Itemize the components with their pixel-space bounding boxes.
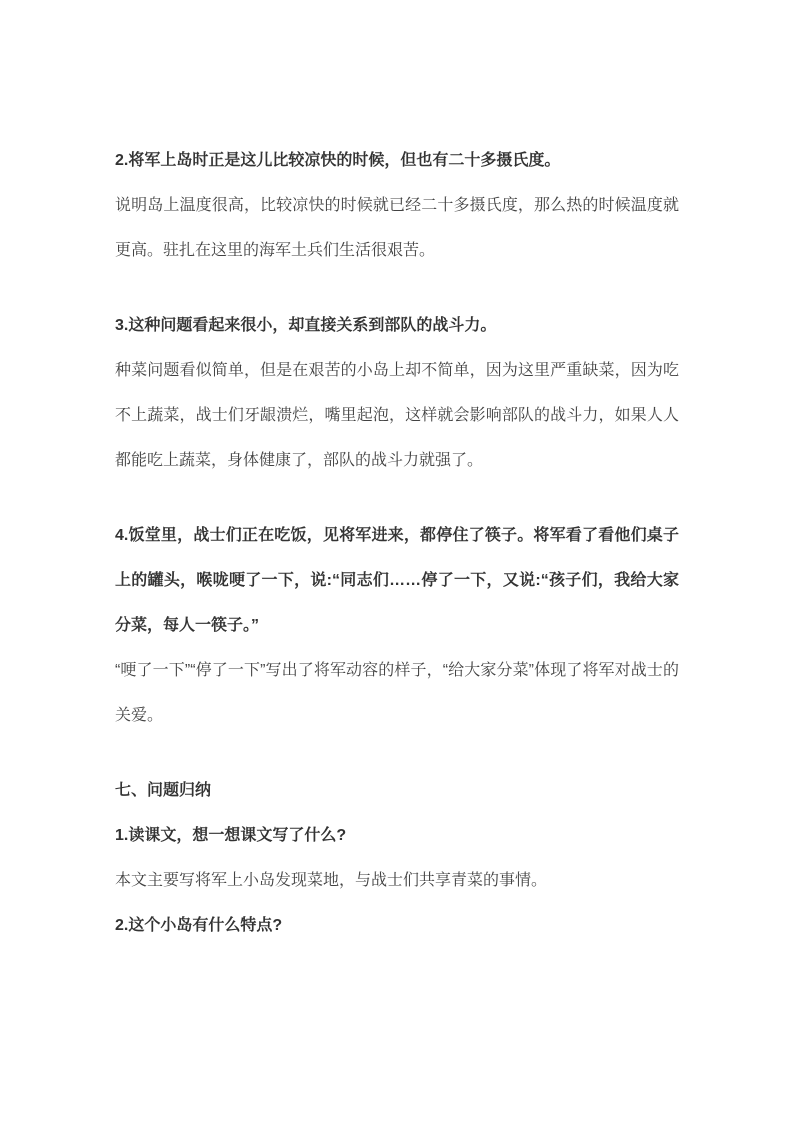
question-1: 1.读课文，想一想课文写了什么? — [115, 827, 347, 844]
answer-1: 本文主要写将军上小岛发现菜地，与战士们共享青菜的事情。 — [115, 872, 548, 889]
analysis-3-body: 种菜问题看似简单，但是在艰苦的小岛上却不简单，因为这里严重缺菜，因为吃不上蔬菜，战士们牙龈溃烂，嘴里起泡，这样就会影响部队的战斗力，如果人人都能吃上蔬菜，身体健康了，部队的战斗力就强了。 — [115, 362, 679, 469]
analysis-4-heading: 4.饭堂里，战士们正在吃饭，见将军进来，都停住了筷子。将军看了看他们桌子上的罐头，喉咙哽了一下，说:“同志们……停了一下，又说:“孩子们，我给大家分菜，每人一筷子。” — [115, 527, 679, 634]
section-question-summary — [115, 768, 679, 948]
analysis-3-heading: 3.这种问题看起来很小，却直接关系到部队的战斗力。 — [115, 317, 497, 334]
section-sentence-analysis-2 — [115, 138, 679, 273]
section-sentence-analysis-3 — [115, 303, 679, 483]
question-2: 2.这个小岛有什么特点? — [115, 917, 283, 934]
section-sentence-analysis-4 — [115, 513, 679, 738]
analysis-2-heading: 2.将军上岛时正是这儿比较凉快的时候，但也有二十多摄氏度。 — [115, 152, 561, 169]
analysis-2-body: 说明岛上温度很高，比较凉快的时候就已经二十多摄氏度，那么热的时候温度就更高。驻扎在这里的海军土兵们生活很艰苦。 — [115, 197, 679, 259]
question-summary-title: 七、问题归纳 — [115, 782, 212, 799]
analysis-4-body: “哽了一下”“停了一下”写出了将军动容的样子，“给大家分菜”体现了将军对战士的关爱。 — [115, 662, 679, 724]
